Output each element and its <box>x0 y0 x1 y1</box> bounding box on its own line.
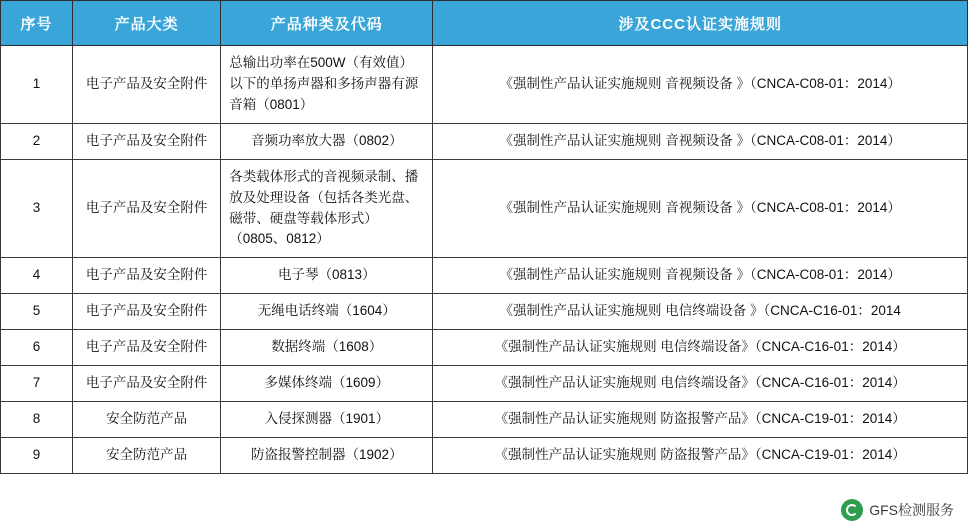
table-body <box>1 46 968 474</box>
cell-product-kind: 防盗报警控制器（1902） <box>221 437 433 473</box>
cell-rule: 《强制性产品认证实施规则 电信终端设备》（CNCA-C16-01：2014） <box>433 366 968 402</box>
cell-rule: 《强制性产品认证实施规则 音视频设备 》（CNCA-C08-01：2014） <box>433 123 968 159</box>
cell-category: 电子产品及安全附件 <box>73 294 221 330</box>
cell-product-kind: 各类载体形式的音视频录制、播放及处理设备（包括各类光盘、磁带、硬盘等载体形式）（0805、0812） <box>221 159 433 258</box>
cell-index: 2 <box>1 123 73 159</box>
cell-rule: 《强制性产品认证实施规则 电信终端设备》（CNCA-C16-01：2014） <box>433 330 968 366</box>
cell-rule: 《强制性产品认证实施规则 电信终端设备 》（CNCA-C16-01：2014 <box>433 294 968 330</box>
header-category: 产品大类 <box>73 1 221 46</box>
table-row <box>1 159 968 258</box>
cell-category: 电子产品及安全附件 <box>73 159 221 258</box>
cell-product-kind: 无绳电话终端（1604） <box>221 294 433 330</box>
cell-rule: 《强制性产品认证实施规则 防盗报警产品》（CNCA-C19-01：2014） <box>433 402 968 438</box>
cell-index: 1 <box>1 46 73 124</box>
table-row <box>1 366 968 402</box>
table-row <box>1 437 968 473</box>
cell-product-kind: 入侵探测器（1901） <box>221 402 433 438</box>
cell-category: 安全防范产品 <box>73 437 221 473</box>
table-row <box>1 294 968 330</box>
table-row <box>1 46 968 124</box>
header-index: 序号 <box>1 1 73 46</box>
cell-index: 9 <box>1 437 73 473</box>
cell-rule: 《强制性产品认证实施规则 音视频设备 》（CNCA-C08-01：2014） <box>433 159 968 258</box>
watermark-label: GFS检测服务 <box>869 502 954 518</box>
cell-category: 电子产品及安全附件 <box>73 330 221 366</box>
cell-index: 6 <box>1 330 73 366</box>
cell-category: 电子产品及安全附件 <box>73 258 221 294</box>
table-row <box>1 123 968 159</box>
cell-category: 电子产品及安全附件 <box>73 46 221 124</box>
cell-product-kind: 电子琴（0813） <box>221 258 433 294</box>
cell-rule: 《强制性产品认证实施规则 音视频设备 》（CNCA-C08-01：2014） <box>433 258 968 294</box>
cell-rule: 《强制性产品认证实施规则 音视频设备 》（CNCA-C08-01：2014） <box>433 46 968 124</box>
table-row <box>1 402 968 438</box>
gfs-logo-icon <box>841 499 863 521</box>
header-row <box>1 1 968 46</box>
cell-category: 电子产品及安全附件 <box>73 366 221 402</box>
table-header <box>1 1 968 46</box>
table-row <box>1 258 968 294</box>
cell-product-kind: 总输出功率在500W（有效值）以下的单扬声器和多扬声器有源音箱（0801） <box>221 46 433 124</box>
cell-product-kind: 数据终端（1608） <box>221 330 433 366</box>
cell-product-kind: 音频功率放大器（0802） <box>221 123 433 159</box>
cell-index: 5 <box>1 294 73 330</box>
table-row <box>1 330 968 366</box>
cell-index: 3 <box>1 159 73 258</box>
cell-rule: 《强制性产品认证实施规则 防盗报警产品》（CNCA-C19-01：2014） <box>433 437 968 473</box>
header-rule: 涉及CCC认证实施规则 <box>433 1 968 46</box>
cell-category: 电子产品及安全附件 <box>73 123 221 159</box>
cell-index: 8 <box>1 402 73 438</box>
cell-product-kind: 多媒体终端（1609） <box>221 366 433 402</box>
watermark <box>835 496 960 524</box>
cell-index: 4 <box>1 258 73 294</box>
cell-index: 7 <box>1 366 73 402</box>
header-product-kind: 产品种类及代码 <box>221 1 433 46</box>
cell-category: 安全防范产品 <box>73 402 221 438</box>
